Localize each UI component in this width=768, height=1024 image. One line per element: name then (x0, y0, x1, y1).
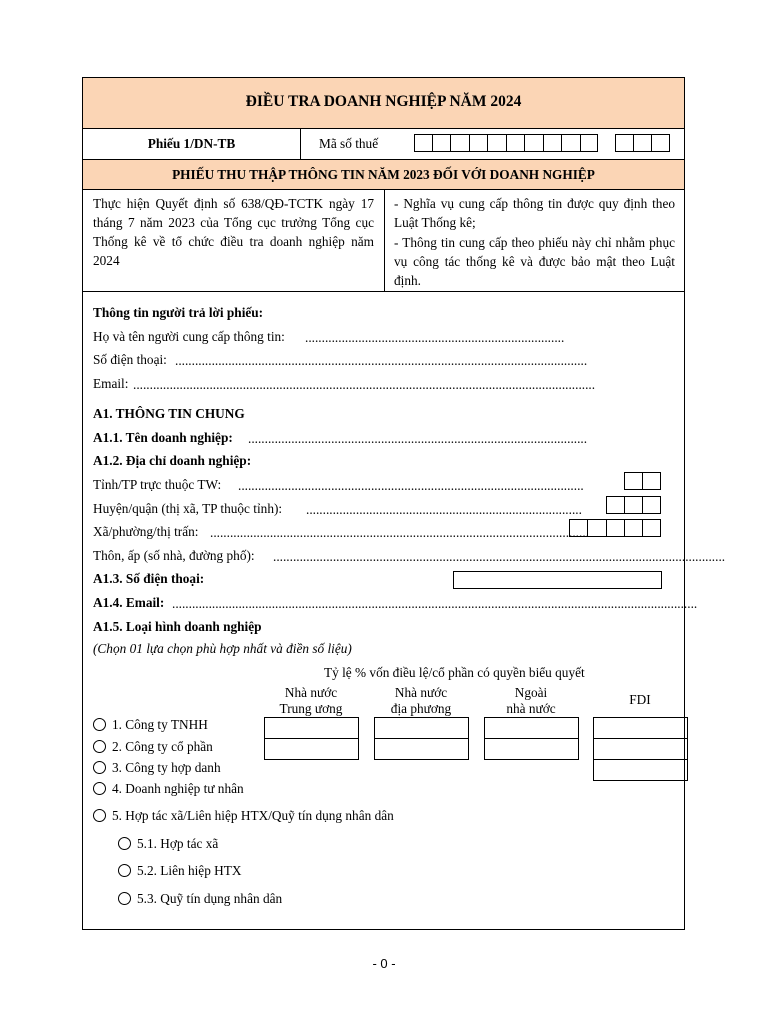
sub-option-label: 5.3. Quỹ tín dụng nhân dân (137, 891, 283, 906)
legal-basis-text: Thực hiện Quyết định số 638/QĐ-TCTK ngày 17 tháng 7 năm 2023 của Tổng cục trưởng Tổng cục Thống kê về tổ chức điều tra doanh nghiệp năm 2024 (93, 196, 374, 268)
capital-ratio-header: Tỷ lệ % vốn điều lệ/cổ phần có quyền biểu quyết (324, 665, 585, 680)
respondent-phone-label: Số điện thoại: (93, 352, 167, 367)
radio-option-tnhh[interactable] (93, 718, 106, 731)
col-local-state: Nhà nước địa phương (390, 685, 452, 716)
jsc-nonstate-input[interactable] (484, 738, 579, 760)
radio-option-cooperative[interactable] (93, 809, 106, 822)
commune-label: Xã/phường/thị trấn: (93, 524, 199, 539)
page-number: - 0 - (372, 956, 396, 971)
respondent-heading: Thông tin người trả lời phiếu: (93, 305, 264, 320)
col-fdi: FDI (629, 692, 651, 707)
option-label: 4. Doanh nghiệp tư nhân (112, 781, 244, 796)
option-label: 2. Công ty cổ phần (112, 739, 213, 754)
form-code: Phiếu 1/DN-TB (147, 136, 236, 151)
business-type-hint: (Chọn 01 lựa chọn phù hợp nhất và điền số liệu) (93, 641, 352, 656)
district-field[interactable]: ................................................................................... (306, 502, 582, 517)
sub-option-label: 5.1. Hợp tác xã (137, 836, 219, 851)
tnhh-local-input[interactable] (374, 717, 469, 739)
tnhh-nonstate-input[interactable] (484, 717, 579, 739)
village-field[interactable]: ........................................................................................................................................ (273, 549, 726, 564)
respondent-name-label: Họ và tên người cung cấp thông tin: (93, 329, 285, 344)
option-label: 1. Công ty TNHH (112, 717, 208, 732)
option-label: 3. Công ty hợp danh (112, 760, 221, 775)
business-type-label: A1.5. Loại hình doanh nghiệp (93, 619, 262, 634)
confidentiality-text: - Thông tin cung cấp theo phiếu này chỉ nhằm phục vụ công tác thống kê và được bảo mật theo Luật định. (394, 235, 675, 288)
radio-option-private[interactable] (93, 782, 106, 795)
radio-option-credit-fund[interactable] (118, 892, 131, 905)
divider (300, 128, 301, 159)
commune-field[interactable]: .................................................................................................................. (210, 525, 589, 540)
option-label: 5. Hợp tác xã/Liên hiệp HTX/Quỹ tín dụng nhân dân (112, 808, 394, 823)
radio-option-jsc[interactable] (93, 740, 106, 753)
divider (384, 189, 385, 291)
company-phone-input[interactable] (453, 571, 662, 589)
divider (82, 291, 685, 292)
respondent-email-field[interactable]: ........................................................................................................................................... (133, 377, 596, 392)
jsc-local-input[interactable] (374, 738, 469, 760)
respondent-name-field[interactable]: .............................................................................. (305, 330, 565, 345)
respondent-email-label: Email: (93, 376, 129, 391)
company-email-field[interactable]: .............................................................................................................................................................. (172, 596, 698, 611)
form-subtitle: PHIẾU THU THẬP THÔNG TIN NĂM 2023 ĐỐI VỚI DOANH NGHIỆP (172, 167, 595, 182)
village-label: Thôn, ấp (số nhà, đường phố): (93, 548, 255, 563)
a1-heading: A1. THÔNG TIN CHUNG (93, 406, 245, 421)
divider (82, 128, 685, 129)
address-label: A1.2. Địa chỉ doanh nghiệp: (93, 453, 252, 468)
radio-option-partnership[interactable] (93, 761, 106, 774)
obligation-text: - Nghĩa vụ cung cấp thông tin được quy định theo Luật Thống kê; (394, 196, 675, 230)
district-label: Huyện/quận (thị xã, TP thuộc tỉnh): (93, 501, 283, 516)
radio-option-coop[interactable] (118, 837, 131, 850)
col-non-state: Ngoài nhà nước (506, 685, 556, 716)
province-field[interactable]: ........................................................................................................ (238, 478, 584, 493)
tnhh-fdi-input[interactable] (593, 717, 688, 739)
province-label: Tỉnh/TP trực thuộc TW: (93, 477, 222, 492)
radio-option-coop-union[interactable] (118, 864, 131, 877)
tax-code-label: Mã số thuế (319, 136, 379, 151)
jsc-central-input[interactable] (264, 738, 359, 760)
company-email-label: A1.4. Email: (93, 595, 165, 610)
company-name-field[interactable]: ...................................................................................................... (248, 431, 588, 446)
partnership-fdi-input[interactable] (593, 759, 688, 781)
divider (82, 159, 685, 160)
company-name-label: A1.1. Tên doanh nghiệp: (93, 430, 233, 445)
sub-option-label: 5.2. Liên hiệp HTX (137, 863, 242, 878)
respondent-phone-field[interactable]: ............................................................................................................................ (175, 353, 588, 368)
jsc-fdi-input[interactable] (593, 738, 688, 760)
col-central-state: Nhà nước Trung ương (279, 685, 343, 716)
tnhh-central-input[interactable] (264, 717, 359, 739)
form-title: ĐIỀU TRA DOANH NGHIỆP NĂM 2024 (245, 93, 522, 110)
company-phone-label: A1.3. Số điện thoại: (93, 571, 205, 586)
